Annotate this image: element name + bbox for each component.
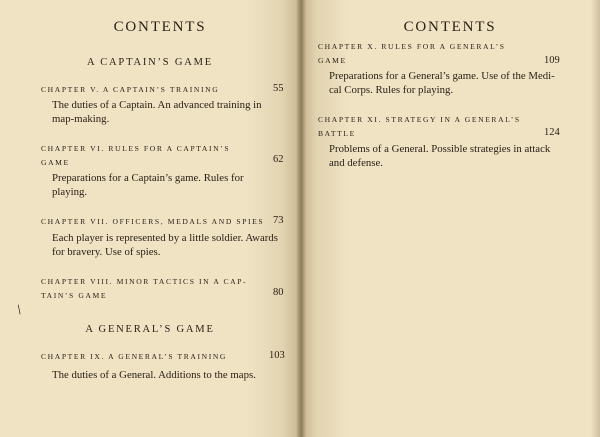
margin-pencil-mark: \ [16,302,22,319]
chapter-vi-desc-line-1: Preparations for a Captain’s game. Rules for [52,172,244,184]
section-title-captains-game: A CAPTAIN’S GAME [87,57,213,68]
chapter-xi-desc-line-2: and defense. [329,157,383,169]
chapter-x-desc-line-1: Preparations for a General’s game. Use of the Medi- [329,70,555,82]
chapter-x-page: 109 [544,55,560,66]
chapter-viii-title-line-1: CHAPTER VIII. MINOR TACTICS IN A CAP- [41,277,248,286]
chapter-v-title: CHAPTER V. A CAPTAIN’S TRAINING [41,85,220,94]
left-page-heading: CONTENTS [113,19,207,35]
chapter-vi-desc-line-2: playing. [52,186,88,198]
section-title-generals-game: A GENERAL’S GAME [85,324,215,335]
chapter-xi-title-line-1: CHAPTER XI. STRATEGY IN A GENERAL’S [318,115,521,124]
chapter-vii-title: CHAPTER VII. OFFICERS, MEDALS AND SPIES [41,217,265,226]
chapter-viii-page: 80 [273,287,284,298]
chapter-v-page: 55 [273,83,284,94]
chapter-vii-desc-line-1: Each player is represented by a little soldier. Awards [52,232,278,244]
chapter-vi-page: 62 [273,154,284,165]
chapter-xi-title-line-2: BATTLE [318,129,356,138]
chapter-v-desc-line-1: The duties of a Captain. An advanced training in [52,99,262,111]
book-gutter [296,0,306,437]
chapter-viii-title-line-2: TAIN’S GAME [41,291,108,300]
chapter-x-title-line-2: GAME [318,56,347,65]
chapter-xi-page: 124 [544,127,560,138]
chapter-ix-desc-line-1: The duties of a General. Additions to the maps. [52,369,256,381]
chapter-vi-title-line-2: GAME [41,158,70,167]
right-page-heading: CONTENTS [403,19,497,35]
chapter-ix-page: 103 [269,350,285,361]
chapter-xi-desc-line-1: Problems of a General. Possible strategies in attack [329,143,551,155]
chapter-vii-desc-line-2: for bravery. Use of spies. [52,246,161,258]
chapter-ix-title: CHAPTER IX. A GENERAL’S TRAINING [41,352,227,361]
chapter-x-title-line-1: CHAPTER X. RULES FOR A GENERAL’S [318,42,506,51]
chapter-v-desc-line-2: map-making. [52,113,110,125]
chapter-x-desc-line-2: cal Corps. Rules for playing. [329,84,454,96]
right-page [301,0,600,437]
chapter-vi-title-line-1: CHAPTER VI. RULES FOR A CAPTAIN’S [41,144,231,153]
chapter-vii-page: 73 [273,215,284,226]
